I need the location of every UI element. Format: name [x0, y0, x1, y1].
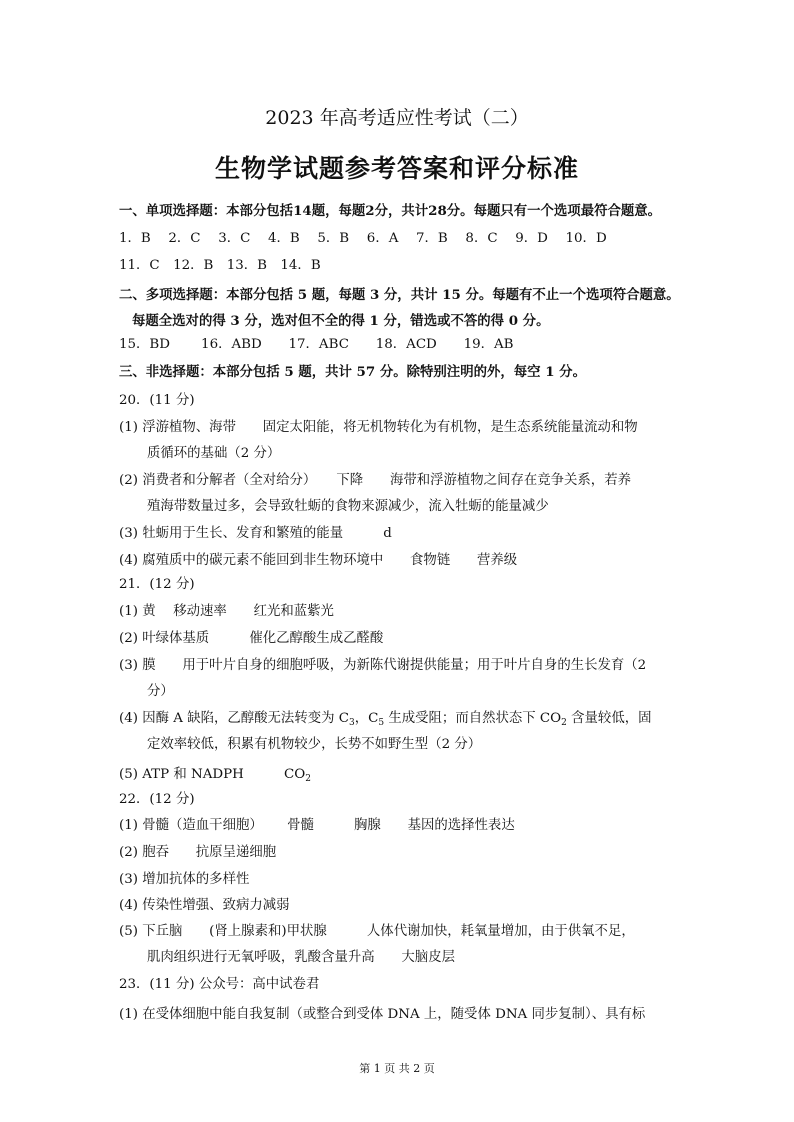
q23-answer-1: (1) 在受体细胞中能自我复制（或整合到受体 DNA 上，随受体 DNA 同步复制）、具有标 — [119, 1007, 646, 1022]
q21-answer-2: (2) 叶绿体基质 催化乙醇酸生成乙醛酸 — [119, 631, 384, 646]
q20-answer-4: (4) 腐殖质中的碳元素不能回到非生物环境中 食物链 营养级 — [119, 553, 518, 568]
section3-heading: 三、非选择题：本部分包括 5 题，共计 57 分。除特别注明的外，每空 1 分。 — [119, 364, 586, 380]
q22-head: 22．(12 分) — [119, 792, 195, 807]
q20-answer-2: (2) 消费者和分解者（全对给分） 下降 海带和浮游植物之间存在竞争关系，若养 — [119, 473, 631, 488]
q20-answer-1: (1) 浮游植物、海带 固定太阳能，将无机物转化为有机物，是生态系统能量流动和物 — [119, 420, 638, 435]
q20-answer-3: (3) 牡蛎用于生长、发育和繁殖的能量 d — [119, 526, 392, 541]
section1-answers-row2: 11．C 12．B 13．B 14．B — [119, 258, 321, 273]
exam-title: 2023 年高考适应性考试（二） — [265, 107, 529, 129]
section1-heading: 一、单项选择题：本部分包括14题，每题2分，共计28分。每题只有一个选项最符合题意。 — [119, 203, 662, 219]
q22-answer-2: (2) 胞吞 抗原呈递细胞 — [119, 845, 277, 860]
q20-answer-1-cont: 质循环的基础（2 分） — [147, 446, 281, 461]
document-subtitle: 生物学试题参考答案和评分标准 — [214, 154, 579, 183]
q21-answer-3-cont: 分） — [147, 684, 174, 699]
q21-answer-4: (4) 因酶 A 缺陷，乙醇酸无法转变为 $C_3$，$C_5$ 生成受阻；而自然状态下 $CO_2$ 含量较低，固 — [119, 711, 652, 728]
q22-answer-5-cont: 肌肉组织进行无氧呼吸，乳酸含量升高 大脑皮层 — [147, 950, 455, 965]
q20-answer-2-cont: 殖海带数量过多，会导致牡蛎的食物来源减少，流入牡蛎的能量减少 — [147, 499, 549, 514]
q22-answer-4: (4) 传染性增强、致病力减弱 — [119, 898, 290, 913]
q22-answer-5: (5) 下丘脑 (肾上腺素和)甲状腺 人体代谢加快，耗氧量增加，由于供氧不足， — [119, 924, 635, 939]
q20-head: 20．(11 分) — [119, 393, 195, 408]
q21-answer-3: (3) 膜 用于叶片自身的细胞呼吸，为新陈代谢提供能量；用于叶片自身的生长发育（2 — [119, 658, 647, 673]
section1-answers-row1: 1．B 2．C 3．C 4．B 5．B 6．A 7．B 8．C 9．D 10．D — [119, 231, 607, 246]
section2-heading-cont: 每题全选对的得 3 分，选对但不全的得 1 分，错选或不答的得 0 分。 — [132, 313, 550, 329]
q22-answer-1: (1) 骨髓（造血干细胞） 骨髓 胸腺 基因的选择性表达 — [119, 818, 515, 833]
section2-heading: 二、多项选择题：本部分包括 5 题，每题 3 分，共计 15 分。每题有不止一个选项符合题意。 — [119, 287, 680, 303]
page-number: 第 1 页 共 2 页 — [359, 1062, 435, 1075]
q22-answer-3: (3) 增加抗体的多样性 — [119, 872, 250, 887]
q21-answer-5: (5) ATP 和 NADPH $CO_2$ — [119, 767, 311, 784]
q21-answer-4-cont: 定效率较低，积累有机物较少，长势不如野生型（2 分） — [147, 737, 482, 752]
q21-head: 21．(12 分) — [119, 577, 195, 592]
q23-head: 23．(11 分) 公众号：高中试卷君 — [119, 977, 320, 992]
section2-answers: 15．BD 16．ABD 17．ABC 18．ACD 19．AB — [119, 337, 514, 352]
q21-answer-1: (1) 黄 移动速率 红光和蓝紫光 — [119, 604, 334, 619]
